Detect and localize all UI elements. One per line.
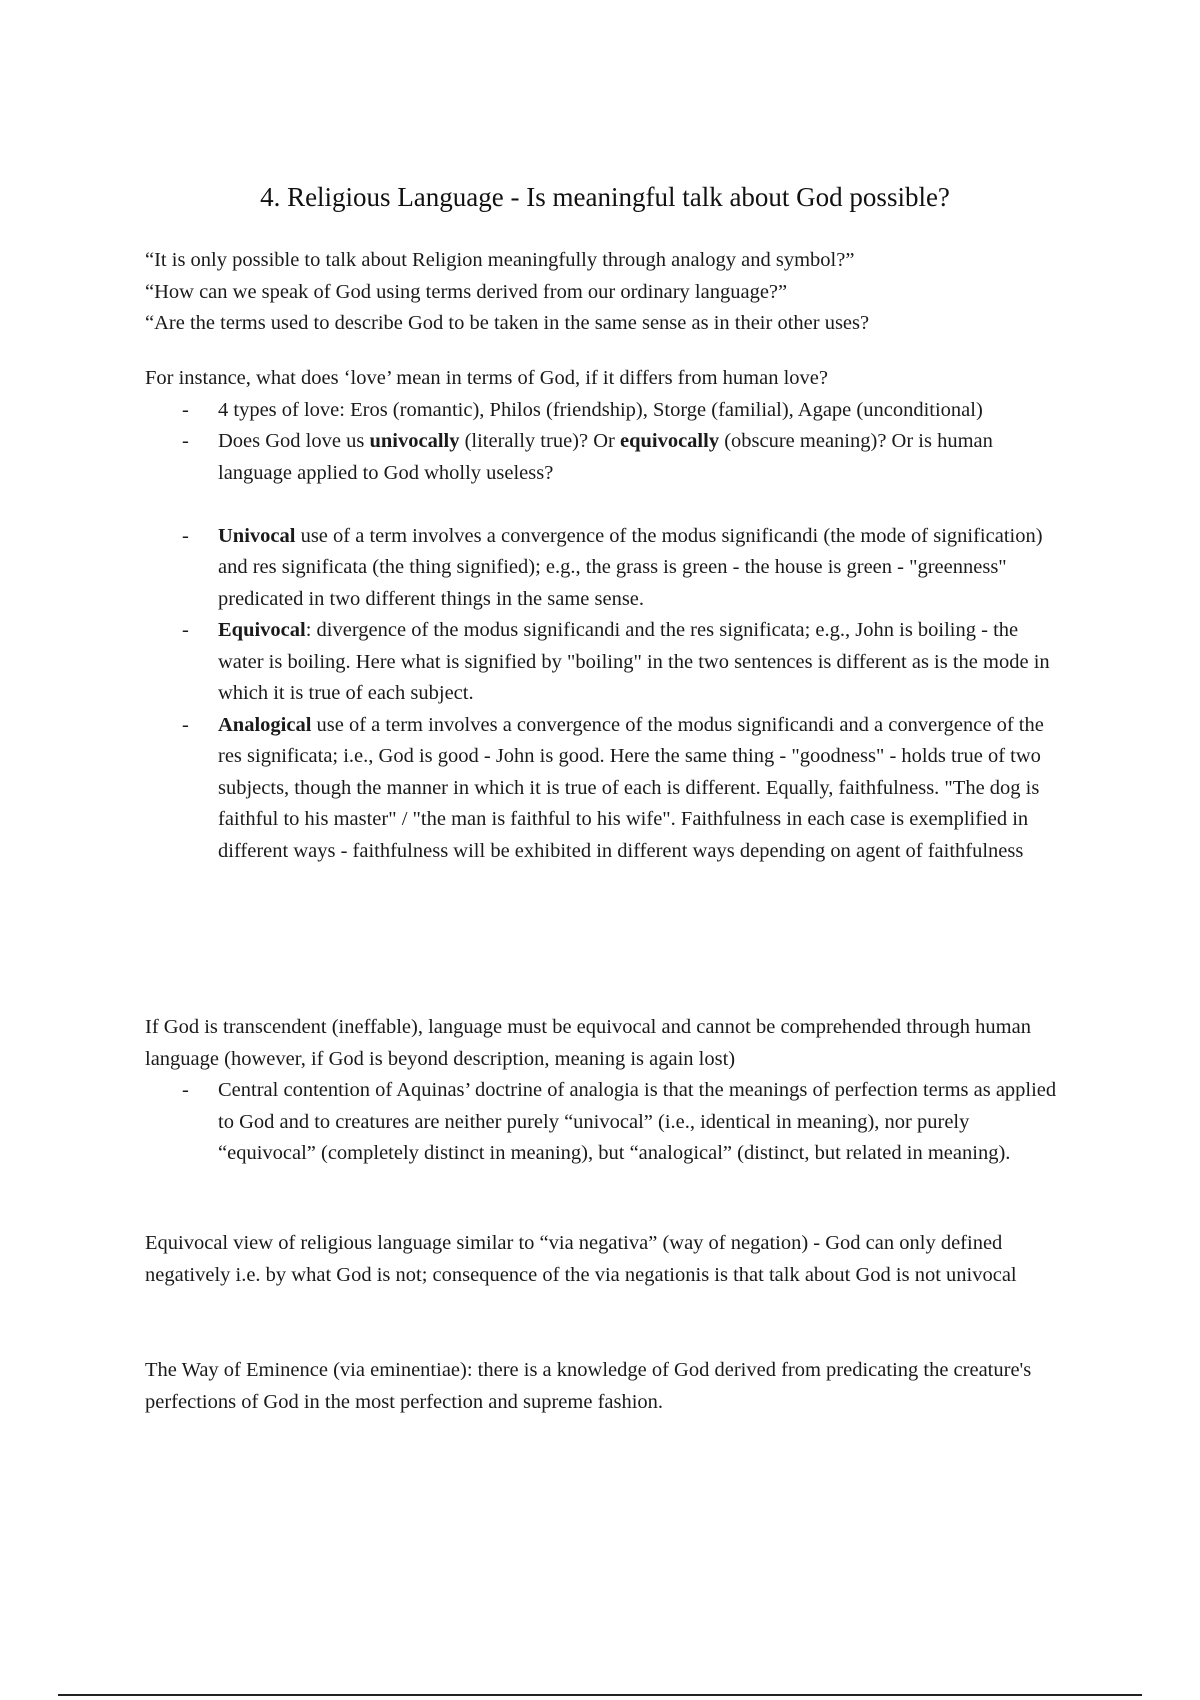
questions-block	[145, 245, 1065, 340]
list-item-univocal: - Univocal use of a term involves a convergence of the modus significandi (the mode of signification) and res significata (the thing signified); e.g., the grass is green - the house is green - "greenness" predicated in two different things in the same sense.	[145, 521, 1065, 616]
eminence-paragraph: The Way of Eminence (via eminentiae): there is a knowledge of God derived from predicating the creature's perfections of God in the most perfection and supreme fashion.	[145, 1359, 1032, 1413]
transcendent-paragraph: If God is transcendent (ineffable), language must be equivocal and cannot be comprehended through human language (however, if God is beyond description, meaning is again lost)	[145, 1016, 1031, 1070]
question-line: “Are the terms used to describe God to be taken in the same sense as in their other uses?	[145, 312, 870, 334]
footer-rule	[58, 1694, 1142, 1696]
list-item: - Does God love us univocally (literally true)? Or equivocally (obscure meaning)? Or is human language applied to God wholly useless?	[145, 426, 1065, 489]
love-section	[145, 363, 1065, 867]
via-negativa-paragraph: Equivocal view of religious language similar to “via negativa” (way of negation) - God can only defined negatively i.e. by what God is not; consequence of the via negationis is that talk about God is not univocal	[145, 1232, 1017, 1286]
page-title: 4. Religious Language - Is meaningful talk about God possible?	[260, 182, 950, 212]
list-item-analogical: - Analogical use of a term involves a convergence of the modus significandi and a convergence of the res significata; i.e., God is good - John is good. Here the same thing - "goodness" - holds true of two subjects, though the manner in which it is true of each is different. Equally, faithfulness. "The dog is faithful to his master" / "the man is faithful to his wife". Faithfulness in each case is exemplified in different ways - faithfulness will be exhibited in different ways depending on agent of faithfulness	[145, 710, 1065, 868]
love-list	[145, 395, 1065, 490]
question-line: “How can we speak of God using terms derived from our ordinary language?”	[145, 280, 788, 303]
list-item: - Central contention of Aquinas’ doctrine of analogia is that the meanings of perfection terms as applied to God and to creatures are neither purely “univocal” (i.e., identical in meaning), nor purely “equivocal” (completely distinct in meaning), but “analogical” (distinct, but related in meaning).	[145, 1075, 1065, 1170]
list-item: - 4 types of love: Eros (romantic), Philos (friendship), Storge (familial), Agape (unconditional)	[145, 395, 1065, 427]
love-intro: For instance, what does ‘love’ mean in terms of God, if it differs from human love?	[145, 367, 828, 389]
aquinas-list	[145, 1075, 1065, 1170]
list-item-equivocal: - Equivocal: divergence of the modus significandi and the res significata; e.g., John is boiling - the water is boiling. Here what is signified by "boiling" in the two sentences is different as is the mode in which it is true of each subject.	[145, 615, 1065, 710]
transcendent-section	[145, 1012, 1065, 1170]
terms-list	[145, 521, 1065, 868]
question-line: “It is only possible to talk about Religion meaningfully through analogy and symbol?”	[145, 249, 855, 271]
